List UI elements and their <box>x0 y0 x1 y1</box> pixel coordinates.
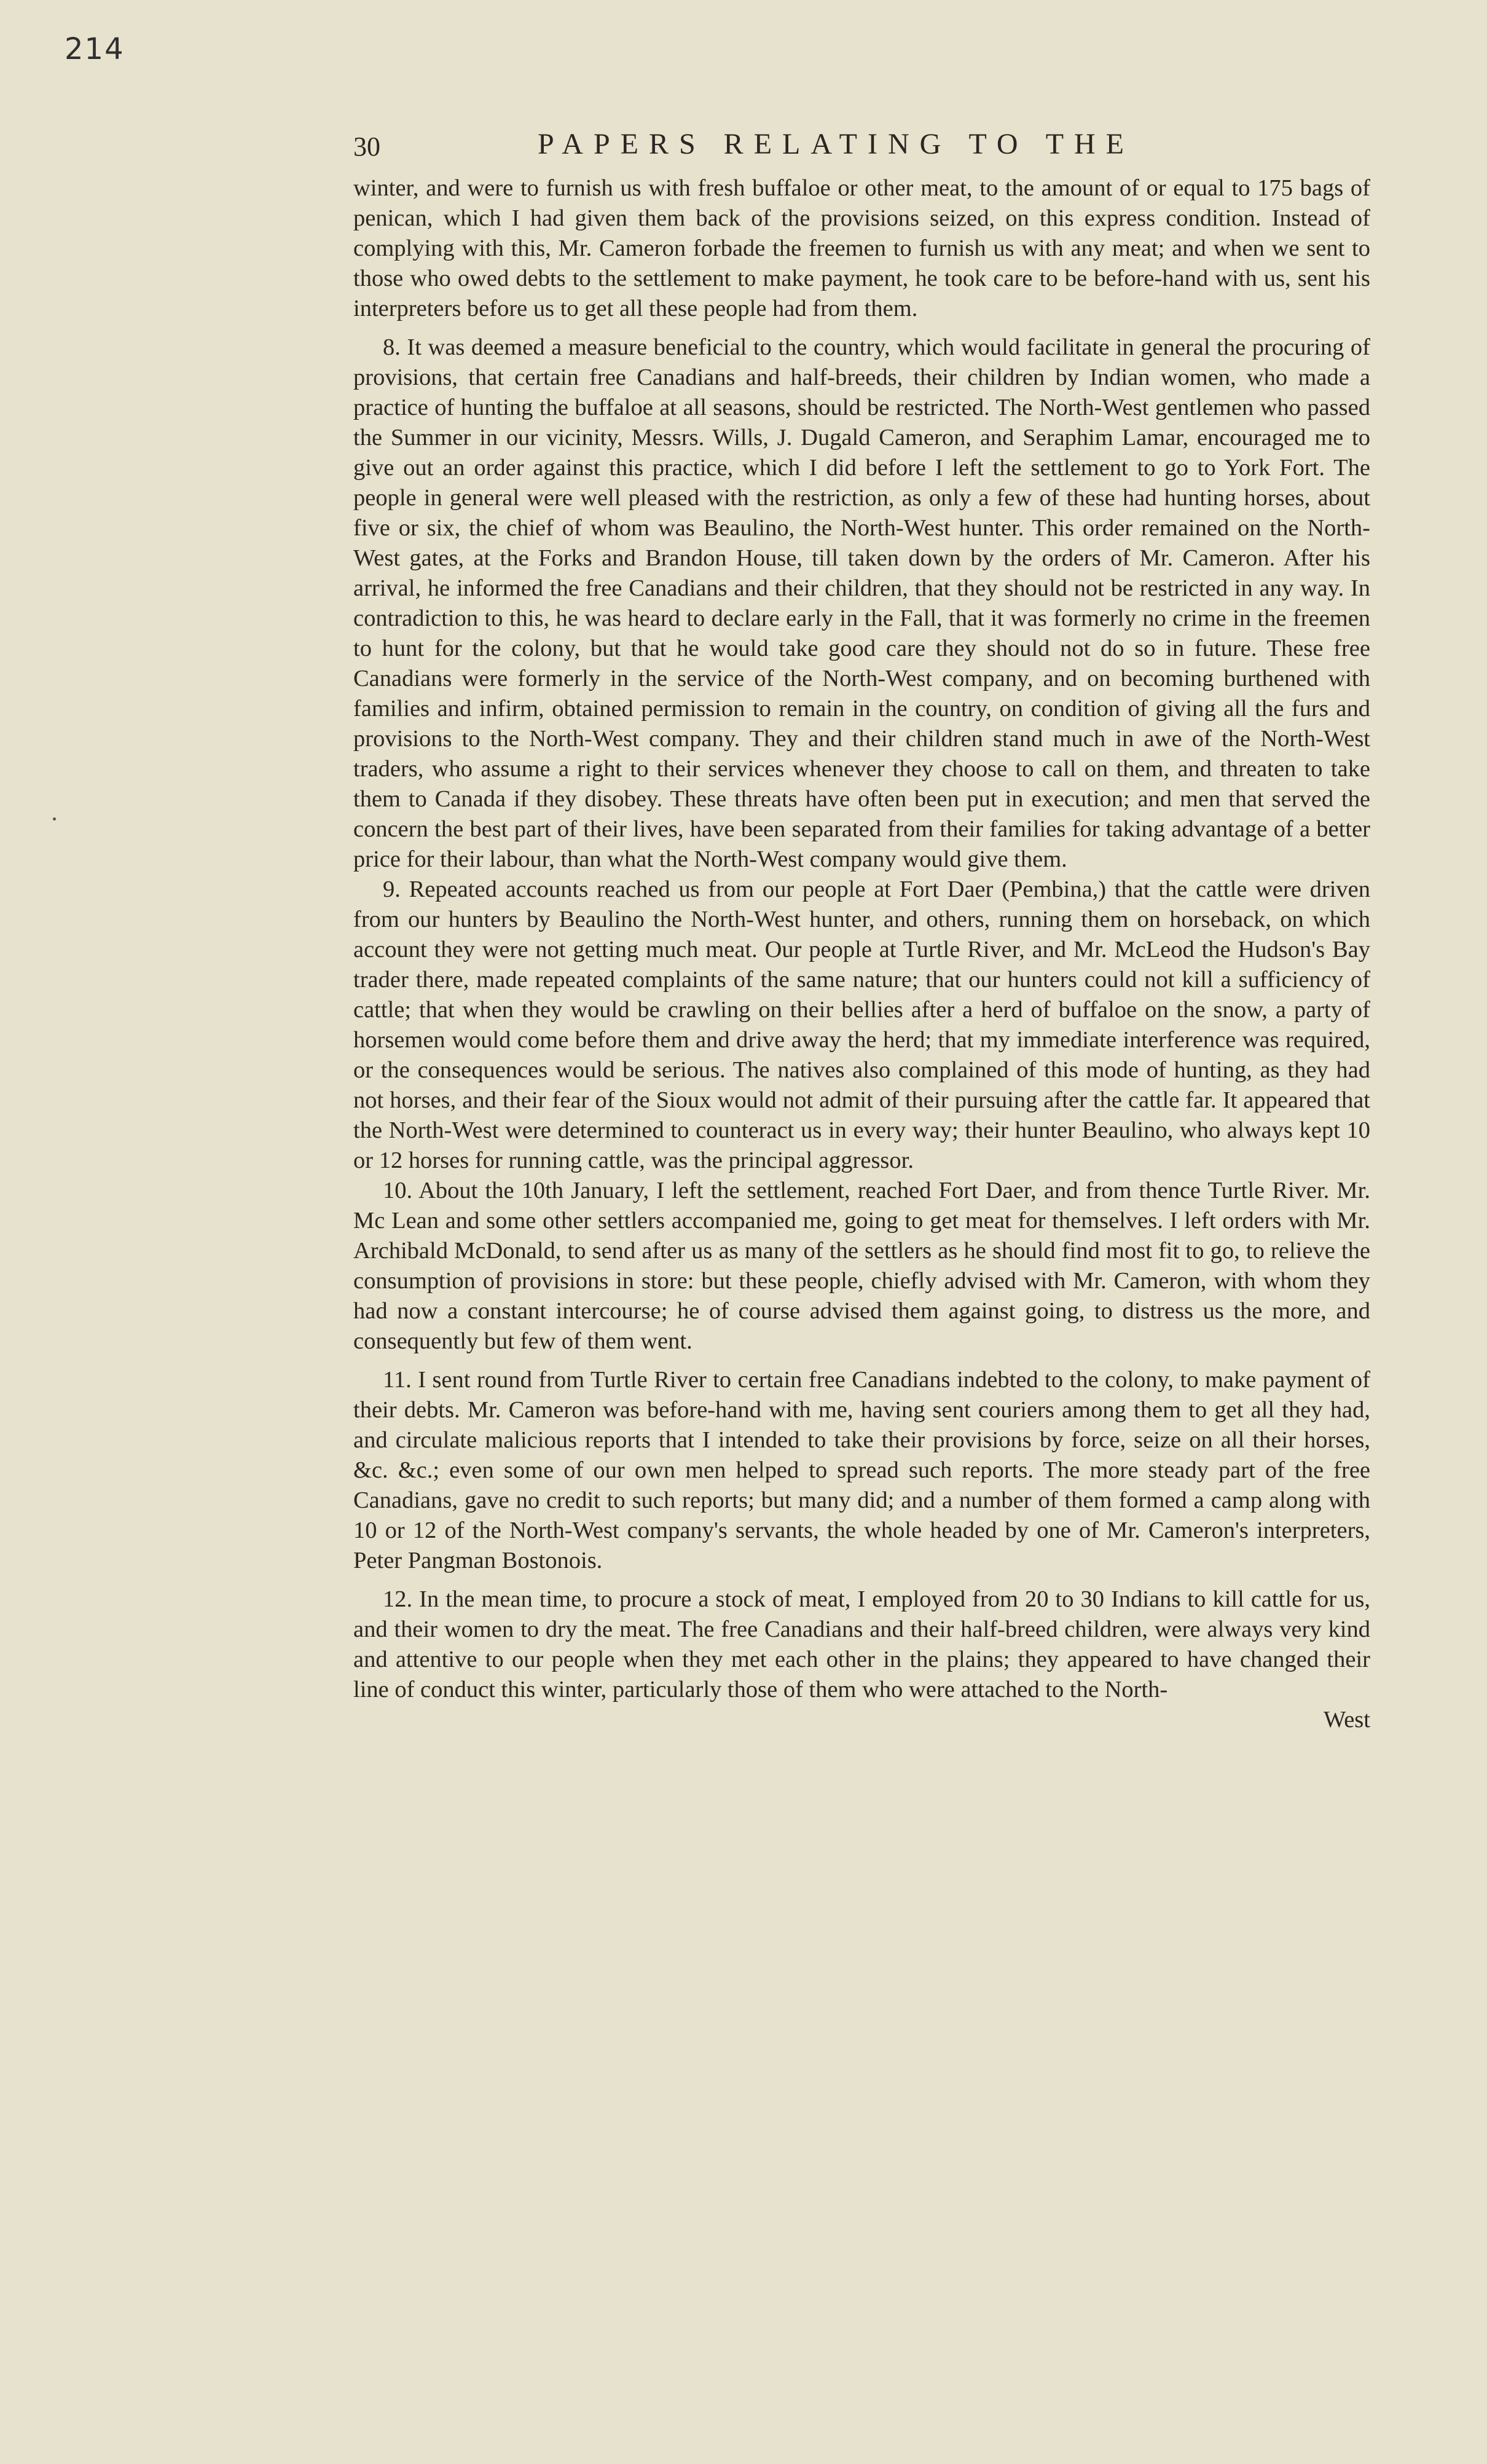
paragraph-8: 8. It was deemed a measure beneficial to the country, which would facilitate in general the procuring of provisions, that certain free Canadians and half-breeds, their children by Indian women, who made a practice of hunting the buffaloe at all seasons, should be restricted. The North-West gentlemen who passed the Summer in our vicinity, Messrs. Wills, J. Dugald Cameron, and Seraphim Lamar, encouraged me to give out an order against this practice, which I did before I left the settlement to go to York Fort. The people in general were well pleased with the restriction, as only a few of these had hunting horses, about five or six, the chief of whom was Beaulino, the North-West hunter. This order remained on the North-West gates, at the Forks and Brandon House, till taken down by the orders of Mr. Cameron. After his arrival, he informed the free Canadians and their children, that they should not be restricted in any way. In contradiction to this, he was heard to declare early in the Fall, that it was formerly no crime in the freemen to hunt for the colony, but that he would take good care they should not do so in future. These free Canadians were formerly in the service of the North-West company, and on becoming burthened with families and infirm, obtained permission to remain in the country, on condition of giving all the furs and provisions to the North-West company. They and their children stand much in awe of the North-West traders, who assume a right to their services whenever they choose to call on them, and threaten to take them to Canada if they disobey. These threats have often been put in execution; and men that served the concern the best part of their lives, have been separated from their families for taking advantage of a better price for their labour, than what the North-West company would give them. <box>353 334 1370 872</box>
paragraph-11: 11. I sent round from Turtle River to certain free Canadians indebted to the colony, to make payment of their debts. Mr. Cameron was before-hand with me, having sent couriers among them to get all they had, and circulate malicious reports that I intended to take their provisions by force, seize on all their horses, &c. &c.; even some of our own men helped to spread such reports. The more steady part of the free Canadians, gave no credit to such reports; but many did; and a number of them formed a camp along with 10 or 12 of the North-West company's servants, the whole headed by one of Mr. Cameron's interpreters, Peter Pangman Bostonois. <box>353 1367 1370 1573</box>
paragraph-12: 12. In the mean time, to procure a stock of meat, I employed from 20 to 30 Indians to kill cattle for us, and their women to dry the meat. The free Canadians and their half-breed children, were always very kind and attentive to our people when they met each other in the plains; they appeared to have changed their line of conduct this winter, particularly those of them who were attached to the North- <box>353 1586 1370 1702</box>
body-text <box>353 173 1370 1735</box>
paragraph-10: 10. About the 10th January, I left the settlement, reached Fort Daer, and from thence Turtle River. Mr. Mc Lean and some other settlers accompanied me, going to get meat for themselves. I left orders with Mr. Archibald McDonald, to send after us as many of the settlers as he should find most fit to go, to relieve the consumption of provisions in store: but these people, chiefly advised with Mr. Cameron, with whom they had now a constant intercourse; he of course advised them against going, to distress us the more, and consequently but few of them went. <box>353 1178 1370 1354</box>
running-title: PAPERS RELATING TO THE <box>538 128 1134 160</box>
catchword: West <box>1323 1707 1370 1733</box>
page-header <box>353 126 1367 169</box>
scan-page-number: 214 <box>65 32 125 66</box>
paragraph-9: 9. Repeated accounts reached us from our people at Fort Daer (Pembina,) that the cattle were driven from our hunters by Beaulino the North-West hunter, and others, running them on horseback, on which account they were not getting much meat. Our people at Turtle River, and Mr. McLeod the Hudson's Bay trader there, made repeated complaints of the same nature; that our hunters could not kill a sufficiency of cattle; that when they would be crawling on their bellies after a herd of buffaloe on the snow, a party of horsemen would come before them and drive away the herd; that my immediate interference was required, or the consequences would be serious. The natives also complained of this mode of hunting, as they had not horses, and their fear of the Sioux would not admit of their pursuing after the cattle far. It appeared that the North-West were determined to counteract us in every way; their hunter Beaulino, who always kept 10 or 12 horses for running cattle, was the principal aggressor. <box>353 876 1370 1173</box>
folio-number: 30 <box>353 132 380 162</box>
paragraph-continuation: winter, and were to furnish us with fresh buffaloe or other meat, to the amount of or equal to 175 bags of penican, which I had given them back of the provisions seized, on this express condition. Instead of complying with this, Mr. Cameron forbade the freemen to furnish us with any meat; and when we sent to those who owed debts to the settlement to make payment, he took care to be before-hand with us, sent his interpreters before us to get all these people had from them. <box>353 175 1370 321</box>
margin-mark <box>53 817 56 821</box>
